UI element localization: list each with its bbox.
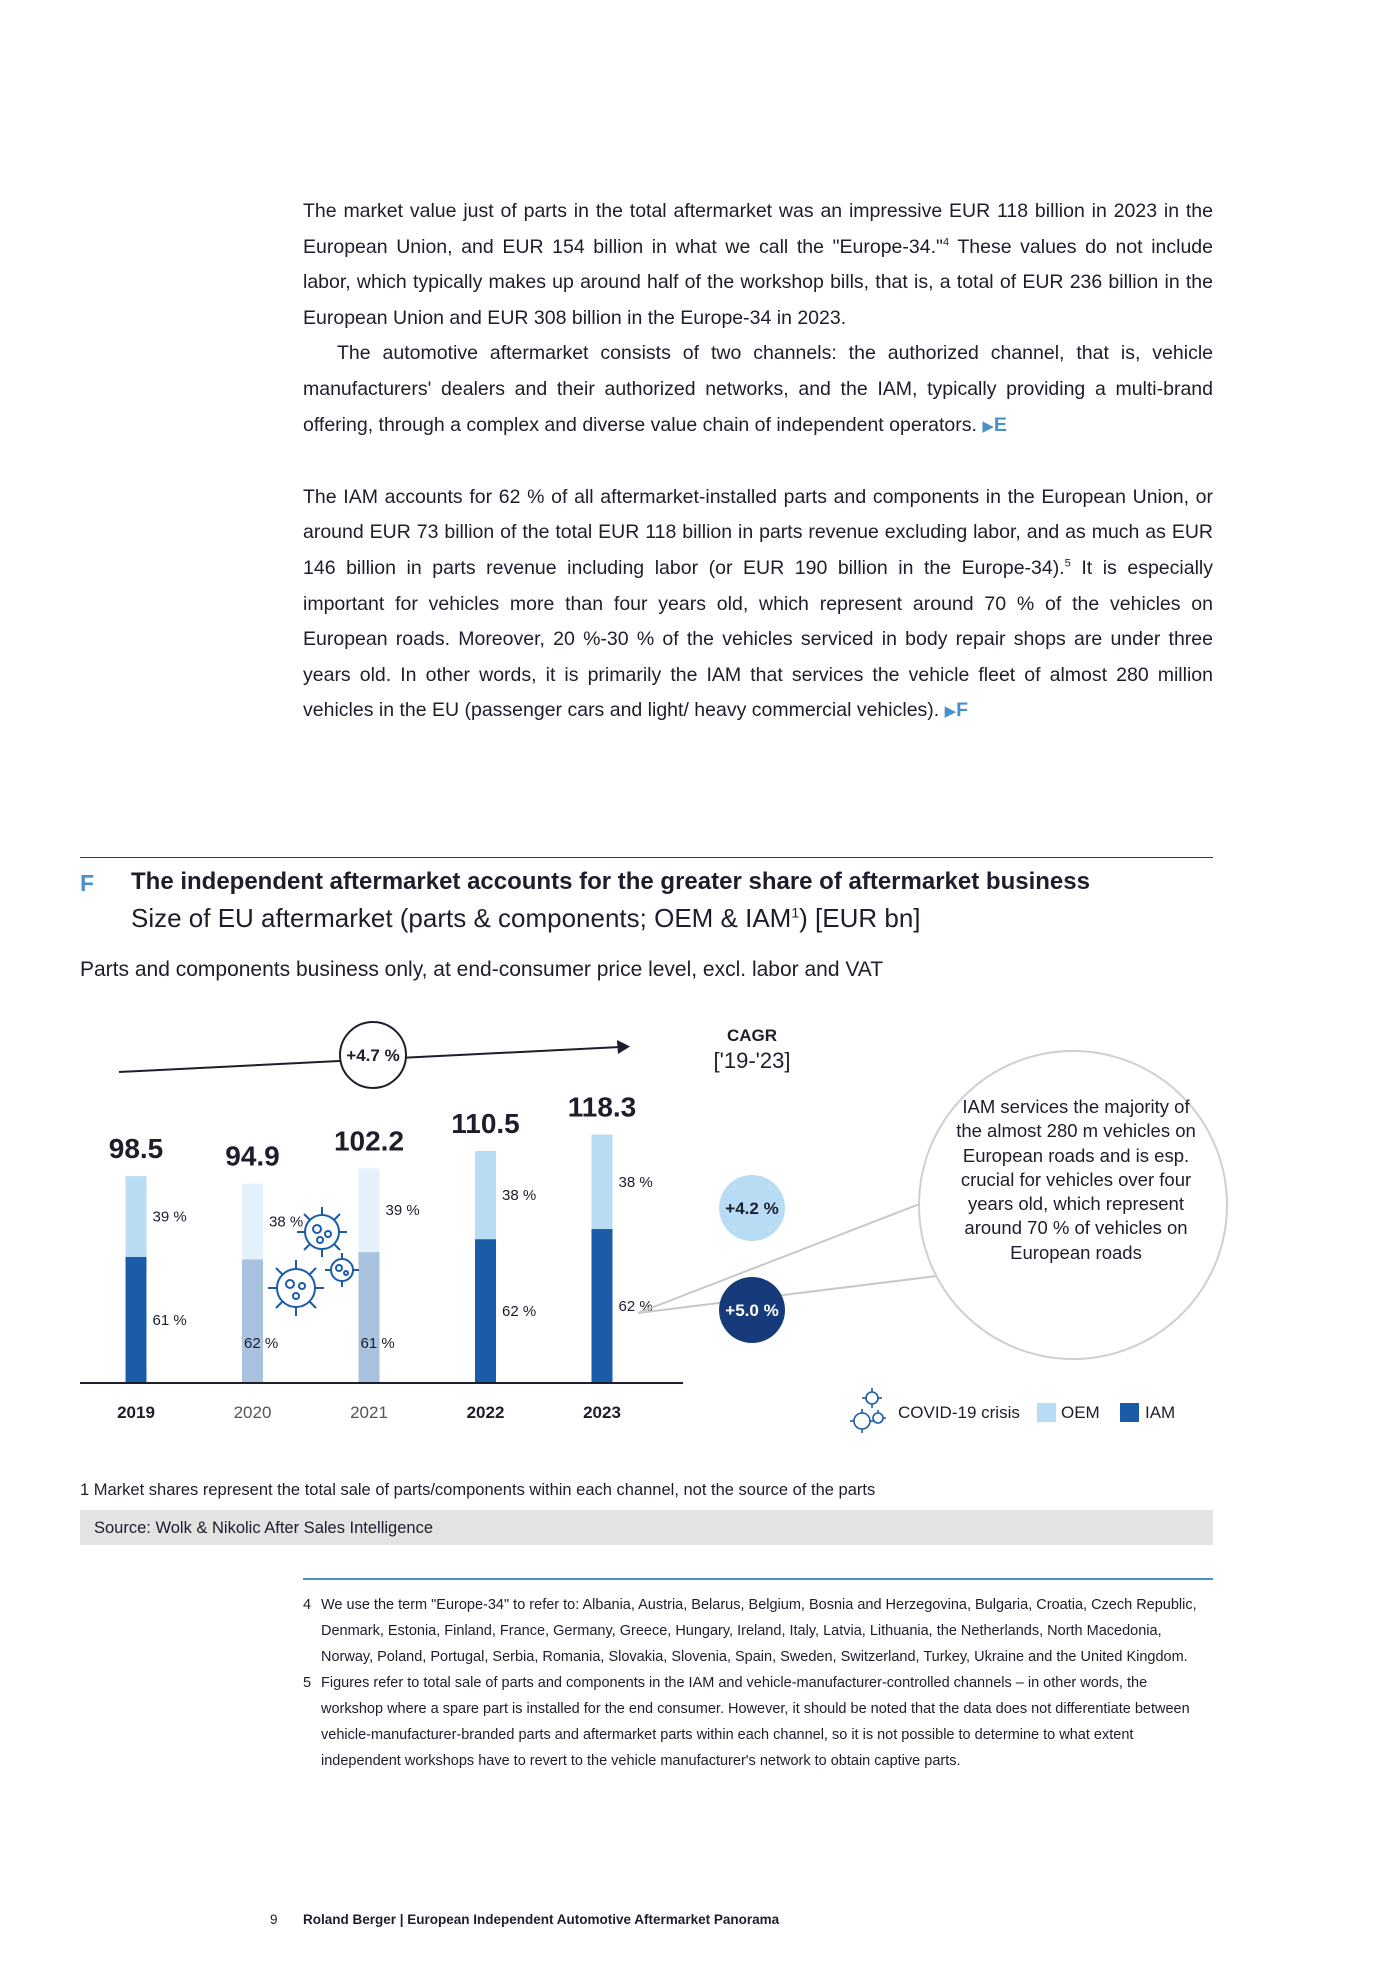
legend-covid-icon bbox=[850, 1388, 886, 1433]
cagr-period: ['19-'23] bbox=[713, 1048, 791, 1073]
footnotes-rule bbox=[303, 1578, 1213, 1580]
footnote-ref-4[interactable]: 4 bbox=[942, 236, 950, 249]
cagr-iam-label: +5.0 % bbox=[725, 1301, 779, 1320]
label-iam-2023: 62 % bbox=[618, 1297, 653, 1315]
label-iam-2020: 62 % bbox=[244, 1335, 279, 1352]
label-oem-2021: 39 % bbox=[385, 1202, 420, 1220]
chart-footnote: 1 Market shares represent the total sale of parts/components within each channel, not the source of the parts bbox=[80, 1481, 876, 1499]
bar-iam-2023 bbox=[592, 1229, 613, 1383]
bar-oem-2021 bbox=[359, 1168, 380, 1252]
figure-letter: F bbox=[80, 870, 95, 896]
label-oem-2020: 38 % bbox=[269, 1213, 304, 1231]
cagr-title: CAGR bbox=[726, 1026, 778, 1045]
figure-note: Parts and components business only, at end-consumer price level, excl. labor and VAT bbox=[80, 958, 884, 981]
figure-ref-f[interactable]: ▶F bbox=[944, 699, 969, 722]
footnote-5: 5 Figures refer to total sale of parts and components in the IAM and vehicle-manufacturer-controlled channels – in other words, the workshop where a spare part is installed for the end consumer. However, it should be noted that the data does not differentiate between vehicle-manufacturer-branded parts and aftermarket parts within each channel, so it is not possible to determine to what extent independent workshops have to revert to the vehicle manufacturer's network to obtain captive parts. bbox=[303, 1675, 1190, 1769]
source-text: Source: Wolk & Nikolic After Sales Intelligence bbox=[94, 1519, 434, 1537]
bar-oem-2022 bbox=[475, 1151, 496, 1239]
virus-icon bbox=[325, 1253, 359, 1287]
paragraph-3: The IAM accounts for 62 % of all aftermarket-installed parts and components in the European Union, or around EUR 73 billion of the total EUR 118 billion in parts revenue excluding labor, and as much as EUR 146 billion in parts revenue including labor (or EUR 190 billion in the Europe-34).$^5$ It is especially important for vehicles more than four years old, which represent around 70 % of the vehicles on European roads. Moreover, 20 %-30 % of the vehicles serviced in body repair shops are under three years old. In other words, it is primarily the IAM that services the vehicle fleet of almost 280 million vehicles in the EU (passenger cars and light/ heavy commercial vehicles). ▶F bbox=[303, 485, 1213, 722]
bar-iam-2022 bbox=[475, 1239, 496, 1383]
figure-ref-e[interactable]: ▶E bbox=[982, 413, 1007, 436]
legend-covid-label: COVID-19 crisis bbox=[898, 1403, 1020, 1422]
label-iam-2019: 61 % bbox=[152, 1311, 187, 1329]
label-oem-2023: 38 % bbox=[618, 1173, 653, 1191]
x-label-2022: 2022 bbox=[466, 1403, 505, 1422]
bar-oem-2020 bbox=[242, 1184, 263, 1260]
label-iam-2022: 62 % bbox=[502, 1303, 537, 1321]
figure-title: The independent aftermarket accounts for the greater share of aftermarket business bbox=[131, 868, 1090, 895]
legend-oem-label: OEM bbox=[1061, 1403, 1100, 1422]
cagr-arrow-head bbox=[617, 1040, 630, 1054]
bar-iam-2021 bbox=[359, 1252, 380, 1383]
figure-subtitle: Size of EU aftermarket (parts & components; OEM & IAM$^1$) [EUR bn] bbox=[131, 903, 921, 933]
x-label-2020: 2020 bbox=[233, 1403, 272, 1422]
footnote-4: 4 We use the term "Europe-34" to refer to: Albania, Austria, Belarus, Belgium, Bosnia and Herzegovina, Bulgaria, Croatia, Czech Republic, Denmark, Estonia, Finland, France, Germany, Greece, Hungary, Ireland, Italy, Latvia, Lithuania, the Netherlands, North Macedonia, Norway, Poland, Portugal, Serbia, Romania, Slovakia, Slovenia, Spain, Sweden, Switzerland, Turkey, Ukraine and the United Kingdom. bbox=[303, 1597, 1197, 1665]
bar-oem-2023 bbox=[592, 1135, 613, 1229]
cagr-oem-label: +4.2 % bbox=[725, 1199, 779, 1218]
cagr-total-label: +4.7 % bbox=[346, 1046, 400, 1065]
paragraph-1: The market value just of parts in the total aftermarket was an impressive EUR 118 billion in 2023 in the European Union, and EUR 154 billion in what we call the "Europe-34."$^4$ These values do not include labor, which typically makes up around half of the workshop bills, that is, a total of EUR 236 billion in the European Union and EUR 308 billion in the Europe-34 in 2023. bbox=[303, 200, 1213, 329]
paragraph-2: The automotive aftermarket consists of two channels: the authorized channel, that is, vehicle manufacturers' dealers and their authorized networks, and the IAM, typically providing a multi-brand offering, through a complex and diverse value chain of independent operators. ▶E bbox=[303, 342, 1213, 436]
total-label-2021: 102.2 bbox=[333, 1125, 405, 1157]
total-label-2022: 110.5 bbox=[451, 1107, 520, 1139]
bars-layer bbox=[109, 1092, 653, 1422]
legend-iam-label: IAM bbox=[1145, 1403, 1176, 1422]
x-label-2019: 2019 bbox=[117, 1403, 155, 1422]
running-footer: Roland Berger | European Independent Automotive Aftermarket Panorama bbox=[303, 1912, 780, 1927]
total-label-2020: 94.9 bbox=[225, 1140, 280, 1172]
total-label-2023: 118.3 bbox=[567, 1091, 637, 1123]
total-label-2019: 98.5 bbox=[108, 1133, 164, 1165]
virus-icon bbox=[297, 1207, 347, 1257]
callout-text: IAM services the majority of the almost 280 m vehicles on European roads and is esp. crucial for vehicles over four years old, which represent around 70 % of vehicles on European roads bbox=[956, 1096, 1196, 1263]
footnote-ref-5[interactable]: 5 bbox=[1064, 557, 1071, 570]
bar-iam-2019 bbox=[126, 1257, 147, 1383]
callout-pointer-upper bbox=[638, 1200, 930, 1313]
label-oem-2022: 38 % bbox=[502, 1187, 537, 1205]
virus-icon bbox=[268, 1260, 324, 1316]
x-label-2023: 2023 bbox=[583, 1403, 621, 1422]
footnotes bbox=[303, 1592, 1213, 1774]
legend-iam-swatch bbox=[1120, 1403, 1139, 1422]
x-label-2021: 2021 bbox=[350, 1403, 388, 1422]
bar-oem-2019 bbox=[126, 1176, 147, 1257]
page-number: 9 bbox=[270, 1912, 278, 1927]
legend-oem-swatch bbox=[1037, 1403, 1056, 1422]
callout-pointer-lower bbox=[638, 1275, 945, 1313]
label-iam-2021: 61 % bbox=[360, 1335, 395, 1352]
bar-iam-2020 bbox=[242, 1259, 263, 1383]
label-oem-2019: 39 % bbox=[152, 1208, 187, 1226]
